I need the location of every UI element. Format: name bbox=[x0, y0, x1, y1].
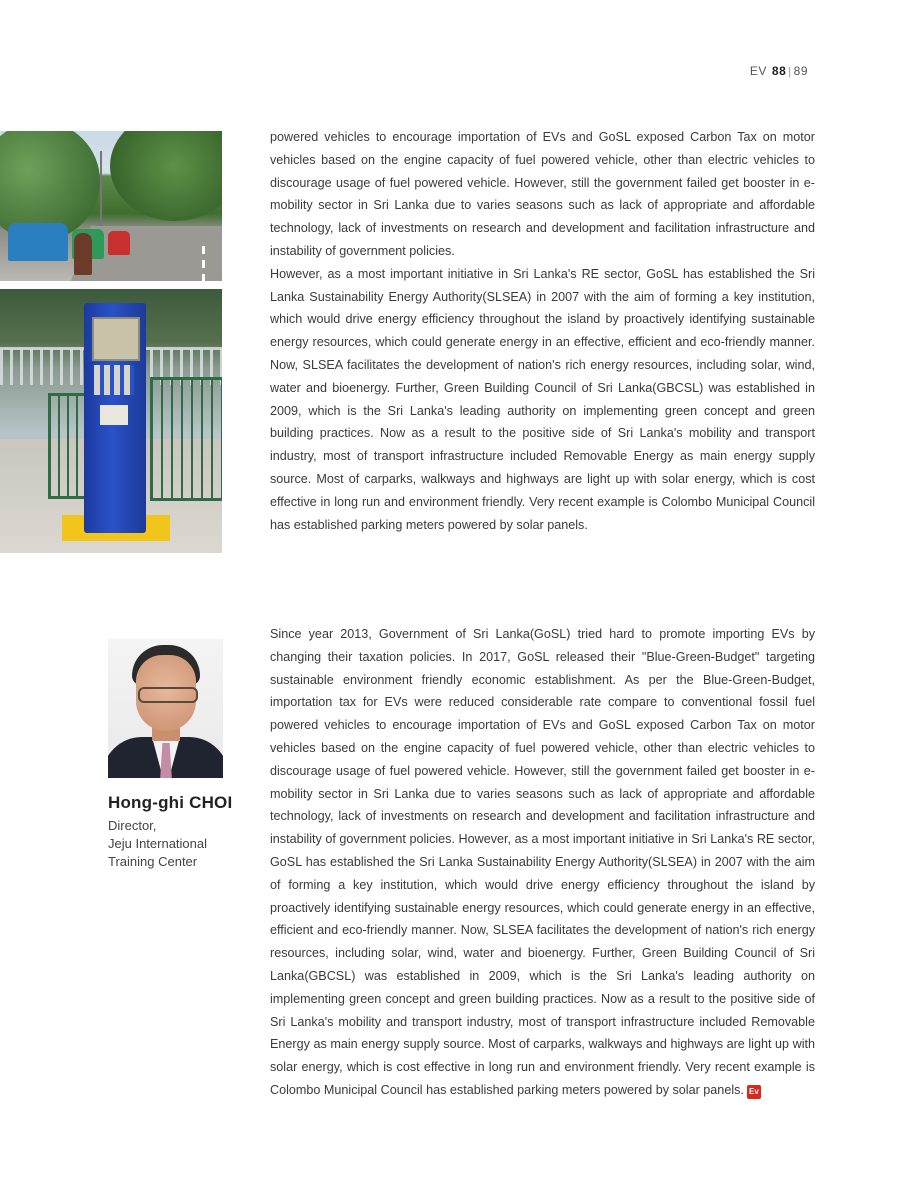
page-number-left: 88 bbox=[771, 64, 787, 78]
article-paragraph bbox=[270, 623, 815, 1102]
author-name: Hong-ghi CHOI bbox=[108, 793, 233, 812]
ev-end-mark-icon: Ev bbox=[747, 1085, 761, 1099]
author-org-line1: Jeju International bbox=[108, 836, 208, 851]
author-info bbox=[108, 793, 232, 871]
article-paragraph: powered vehicles to encourage importation of EVs and GoSL exposed Carbon Tax on motor vehicles based on the engine capacity of fuel powered vehicle, other than electric vehicles to discourage usage of fuel powered vehicle. However, still the government failed get booster in e-mobility sector in Sri Lanka due to varies seasons such as lack of appropriate and affordable technology, lack of investments on research and development and facilitation infrastructure and instability of government policies. bbox=[270, 130, 815, 258]
author-title: Director, bbox=[108, 818, 157, 833]
page-number bbox=[750, 64, 808, 78]
author-portrait bbox=[108, 639, 223, 778]
page-separator: | bbox=[788, 66, 792, 78]
article-text-bottom bbox=[270, 623, 815, 1102]
article-paragraph-text: Since year 2013, Government of Sri Lanka(GoSL) tried hard to promote importing EVs by changing their taxation policies. In 2017, GoSL released their "Blue-Green-Budget" targeting sustainable environment friendly economic establishment. As per the Blue-Green-Budget, importation tax for EVs were reduced considerable rate compare to conventional fossil fuel powered vehicles to encourage importation of EVs and GoSL exposed Carbon Tax on motor vehicles based on the engine capacity of fuel powered vehicle, other than electric vehicles to discourage usage of fuel powered vehicle. However, still the government failed get booster in e-mobility sector in Sri Lanka due to varies seasons such as lack of appropriate and affordable technology, lack of investments on research and development and facilitation infrastructure and instability of government policies. However, as a most important initiative in Sri Lanka's RE sector, GoSL has established the Sri Lanka Sustainability Energy Authority(SLSEA) in 2007 with the aim of forming a key institution, which would drive energy efficiency throughout the island by proactively identifying sustainable energy resources, which could generate energy in an effective, efficient and eco-friendly manner. Now, SLSEA facilitates the development of nation's rich energy resources, including solar, wind, water and bioenergy. Further, Green Building Council of Sri Lanka(GBCSL) was established in 2009, which is the Sri Lanka's leading authority on implementing green concept and green building practices. Now as a result to the positive side of Sri Lanka's mobility and transport industry, most of transport infrastructure included Removable Energy as main energy supply source. Most of carparks, walkways and highways are light up with solar energy, which is cost effective in long run and environment friendly. Very recent example is Colombo Municipal Council has established parking meters powered by solar panels. bbox=[270, 627, 815, 1097]
street-photo bbox=[0, 131, 222, 281]
section-label: EV bbox=[749, 64, 767, 78]
article-text-top bbox=[270, 126, 815, 536]
page-number-right: 89 bbox=[793, 64, 808, 78]
parking-meter-photo bbox=[0, 289, 222, 553]
article-paragraph: However, as a most important initiative in Sri Lanka's RE sector, GoSL has established the Sri Lanka Sustainability Energy Authority(SLSEA) in 2007 with the aim of forming a key institution, which would drive energy efficiency throughout the island by proactively identifying sustainable energy resources, which could generate energy in an effective, efficient and eco-friendly manner. Now, SLSEA facilitates the development of nation's rich energy resources, including solar, wind, water and bioenergy. Further, Green Building Council of Sri Lanka(GBCSL) was established in 2009, which is the Sri Lanka's leading authority on implementing green concept and green building practices. Now as a result to the positive side of Sri Lanka's mobility and transport industry, most of transport infrastructure included Removable Energy as main energy supply source. Most of carparks, walkways and highways are light up with solar energy, which is cost effective in long run and environment friendly. Very recent example is Colombo Municipal Council has established parking meters powered by solar panels. bbox=[270, 266, 815, 532]
author-org-line2: Training Center bbox=[108, 854, 198, 869]
